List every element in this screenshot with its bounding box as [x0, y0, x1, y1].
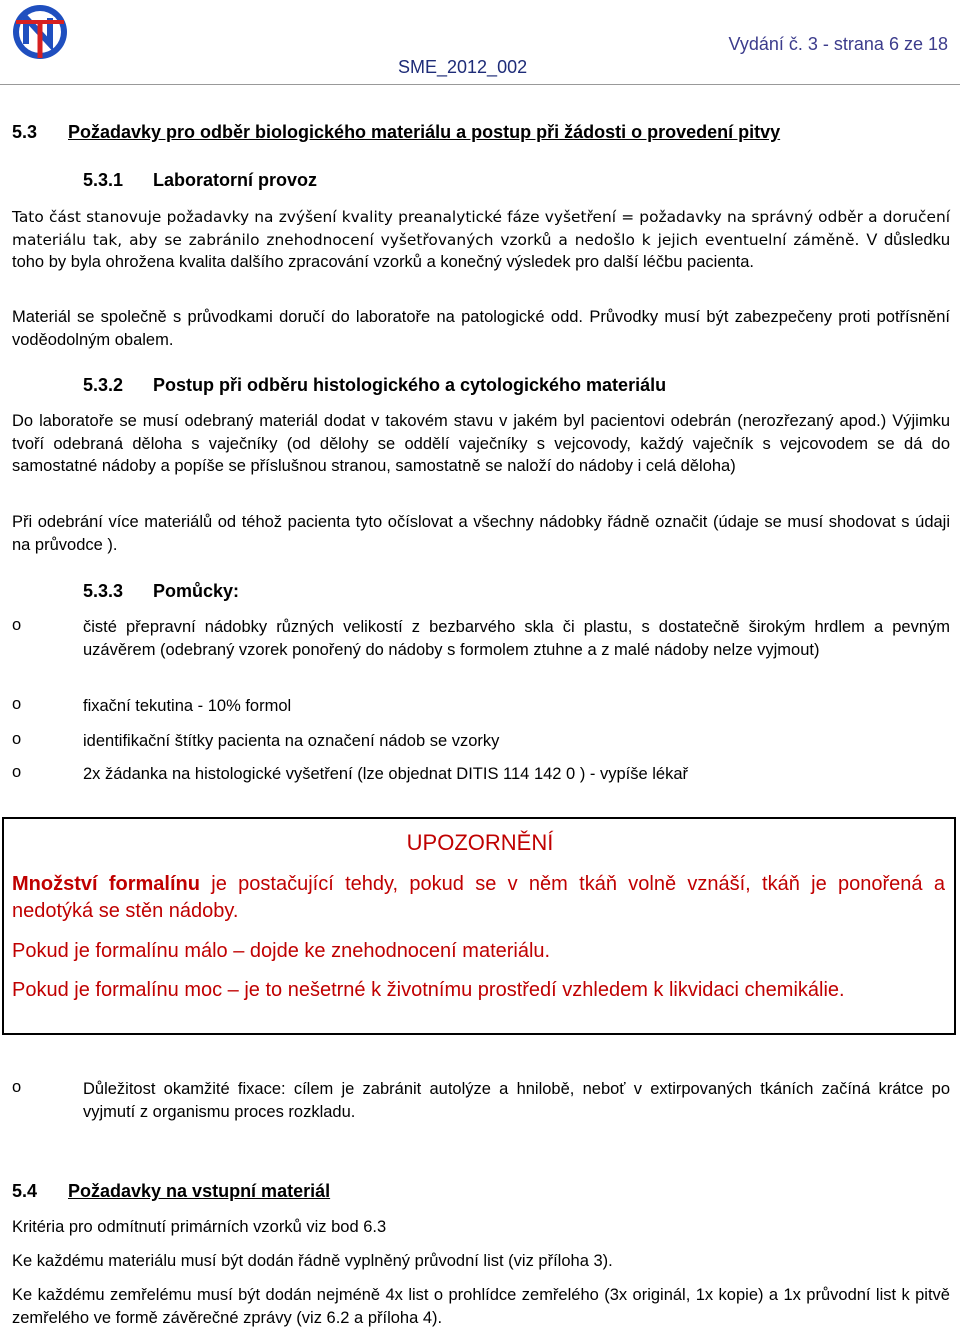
section-title: Pomůcky:: [153, 581, 240, 601]
section-5-3-2-heading: [83, 375, 666, 396]
hospital-logo-icon: [10, 2, 70, 62]
section-number: 5.4: [12, 1181, 38, 1201]
warning-paragraph-amount: [12, 871, 945, 925]
section-number: 5.3: [12, 122, 38, 142]
paragraph-deceased-documents: Ke každému zemřelému musí být dodán nejméně 4x list o prohlídce zemřelého (3x originál, 1x kopie) a 1x průvodní list k pitvě zemřelého ve formě závěrečné zprávy (viz 6.2 a příloha 4).: [12, 1286, 950, 1327]
warning-emphasis: Množství formalínu: [12, 873, 200, 895]
section-title: Požadavky na vstupní materiál: [68, 1181, 331, 1201]
warning-paragraph-too-little: Pokud je formalínu málo – dojde ke znehodnocení materiálu.: [12, 940, 551, 962]
bullet-marker: o: [12, 695, 22, 713]
paragraph-labeling: Při odebrání více materiálů od téhož pacienta tyto očíslovat a všechny nádobky řádně označit (údaje se musí shodovat s údaji na průvodce ).: [12, 513, 950, 554]
list-item: identifikační štítky pacienta na označení nádob se vzorky: [83, 732, 500, 750]
section-number: 5.3.2: [83, 375, 124, 395]
paragraph-delivery: [12, 306, 950, 351]
section-5-3-heading: [12, 122, 780, 143]
section-5-3-3-heading: [83, 581, 239, 602]
section-title: Laboratorní provoz: [153, 170, 318, 190]
paragraph-text: Materiál se společně s průvodkami doručí do laboratoře na patologické odd.: [12, 308, 584, 326]
list-item-fixation-note: Důležitost okamžité fixace: cílem je zabránit autolýze a hnilobě, neboť v extirpovaných tkáních začíná krátce po vyjmutí z organismu proces rozkladu.: [83, 1080, 950, 1121]
bullet-marker: o: [12, 763, 22, 781]
paragraph-lab-operation: [12, 206, 950, 274]
section-5-3-1-heading: [83, 170, 317, 191]
paragraph-text: Tato část stanovuje požadavky na zvýšení kvality preanalytické fáze vyšetření = požadavky na správný odběr a doručení materiálu tak, aby se zabránilo znehodnocení vyšetřovaných vzorků a nedošlo k jejich eventuelní záměně.: [12, 208, 950, 249]
section-number: 5.3.1: [83, 170, 124, 190]
paragraph-sample-state: Do laboratoře se musí odebraný materiál dodat v takovém stavu v jakém byl pacientovi odebrán (nerozřezaný apod.) Výjimku tvoří odebraná děloha s vaječníky (od dělohy se oddělí vaječníky s vejcovody, každý vaječník s vejcovodem se dá do samostatné nádoby a popíše se příslušnou stranou, samostatně se naloží do nádoby i celá děloha): [12, 412, 950, 475]
bullet-marker: o: [12, 1078, 22, 1096]
warning-title: UPOZORNĚNÍ: [406, 830, 554, 855]
section-title: Postup při odběru histologického a cytologického materiálu: [153, 375, 667, 395]
paragraph-rejection-criteria: Kritéria pro odmítnutí primárních vzorků viz bod 6.3: [12, 1218, 387, 1236]
warning-paragraph-too-much: Pokud je formalínu moc – je to nešetrné k životnímu prostředí vzhledem k likvidaci chemikálie.: [12, 979, 845, 1001]
header-doc-code: SME_2012_002: [398, 57, 528, 77]
section-number: 5.3.3: [83, 581, 124, 601]
bullet-marker: o: [12, 730, 22, 748]
section-5-4-heading: [12, 1181, 330, 1202]
bullet-marker: o: [12, 616, 22, 634]
warning-text: je postačující tehdy, pokud se v něm tkáň volně vznáší, tkáň je ponořená a nedotýká se stěn nádoby.: [12, 873, 945, 922]
paragraph-text: Průvodky musí být zabezpečeny proti potřísnění voděodolným obalem.: [12, 308, 950, 349]
list-item: čisté přepravní nádobky různých velikostí z bezbarvého skla či plastu, s dostatečně širokým hrdlem a pevným uzávěrem (odebraný vzorek ponořený do nádoby s formolem ztuhne a z malé nádoby nelze vyjmout): [83, 618, 950, 659]
section-title: Požadavky pro odběr biologického materiálu a postup při žádosti o provedení pitvy: [68, 122, 781, 142]
list-item: 2x žádanka na histologické vyšetření (lze objednat DITIS 114 142 0 ) - vypíše lékař: [83, 765, 689, 783]
paragraph-text: V důsledku toho by byla ohrožena kvalita dalšího zpracování vzorků a konečný výsledek pro další léčbu pacienta.: [12, 230, 950, 271]
header-version: Vydání č. 3 - strana 6 ze 18: [728, 34, 948, 54]
list-item: fixační tekutina - 10% formol: [83, 697, 292, 715]
header-divider: [0, 84, 960, 85]
paragraph-accompanying-sheet: Ke každému materiálu musí být dodán řádně vyplněný průvodní list (viz příloha 3).: [12, 1252, 613, 1270]
